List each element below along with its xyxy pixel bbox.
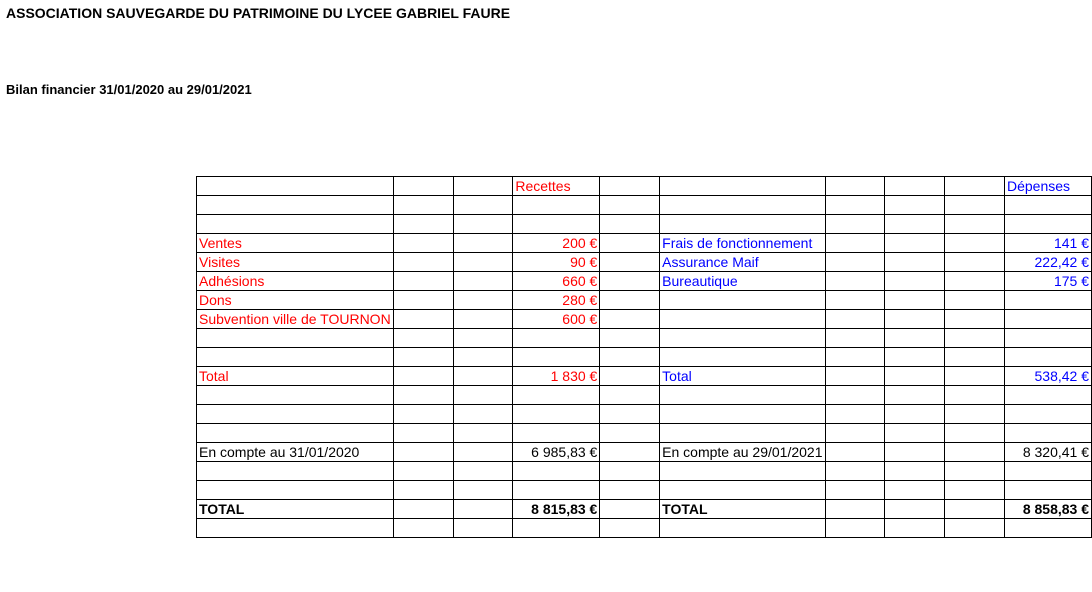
compte-debut-label: En compte au 31/01/2020: [197, 443, 394, 462]
empty-row: [197, 348, 1092, 367]
recette-amount: 660 €: [513, 272, 600, 291]
document-title: ASSOCIATION SAUVEGARDE DU PATRIMOINE DU LYCEE GABRIEL FAURE: [6, 5, 511, 21]
recette-label: Adhésions: [197, 272, 394, 291]
recette-amount: 600 €: [513, 310, 600, 329]
depense-label: Assurance Maif: [660, 253, 825, 272]
table-row: [197, 234, 1092, 253]
empty-row: [197, 405, 1092, 424]
table-row: [197, 310, 1092, 329]
recette-amount: 90 €: [513, 253, 600, 272]
compte-fin-amount: 8 320,41 €: [1004, 443, 1091, 462]
grand-total-left-amount: 8 815,83 €: [513, 500, 600, 519]
depense-label: Frais de fonctionnement: [660, 234, 825, 253]
recette-label: Ventes: [197, 234, 394, 253]
empty-row: [197, 215, 1092, 234]
total-depenses-label: Total: [660, 367, 825, 386]
grand-total-right-amount: 8 858,83 €: [1004, 500, 1091, 519]
total-recettes-label: Total: [197, 367, 394, 386]
depense-amount: 222,42 €: [1004, 253, 1091, 272]
empty-row: [197, 481, 1092, 500]
empty-row: [197, 462, 1092, 481]
total-recettes-amount: 1 830 €: [513, 367, 600, 386]
compte-fin-label: En compte au 29/01/2021: [660, 443, 825, 462]
table-row: [197, 253, 1092, 272]
table-row: [197, 291, 1092, 310]
empty-row: [197, 424, 1092, 443]
header-row: [197, 177, 1092, 196]
recette-label: Dons: [197, 291, 394, 310]
compte-debut-amount: 6 985,83 €: [513, 443, 600, 462]
document-subtitle: Bilan financier 31/01/2020 au 29/01/2021: [6, 82, 252, 97]
table-row: [197, 272, 1092, 291]
recette-label: Subvention ville de TOURNON: [197, 310, 394, 329]
recette-amount: 200 €: [513, 234, 600, 253]
depense-label: Bureautique: [660, 272, 825, 291]
empty-row: [197, 329, 1092, 348]
depense-amount: 175 €: [1004, 272, 1091, 291]
financial-table: [196, 176, 1092, 538]
recette-amount: 280 €: [513, 291, 600, 310]
balance-row: [197, 443, 1092, 462]
depense-amount: 141 €: [1004, 234, 1091, 253]
depenses-header: Dépenses: [1004, 177, 1091, 196]
grand-total-row: [197, 500, 1092, 519]
grand-total-right-label: TOTAL: [660, 500, 825, 519]
recettes-header: Recettes: [513, 177, 600, 196]
total-depenses-amount: 538,42 €: [1004, 367, 1091, 386]
total-row: [197, 367, 1092, 386]
grand-total-left-label: TOTAL: [197, 500, 394, 519]
empty-row: [197, 519, 1092, 538]
empty-row: [197, 386, 1092, 405]
empty-row: [197, 196, 1092, 215]
recette-label: Visites: [197, 253, 394, 272]
